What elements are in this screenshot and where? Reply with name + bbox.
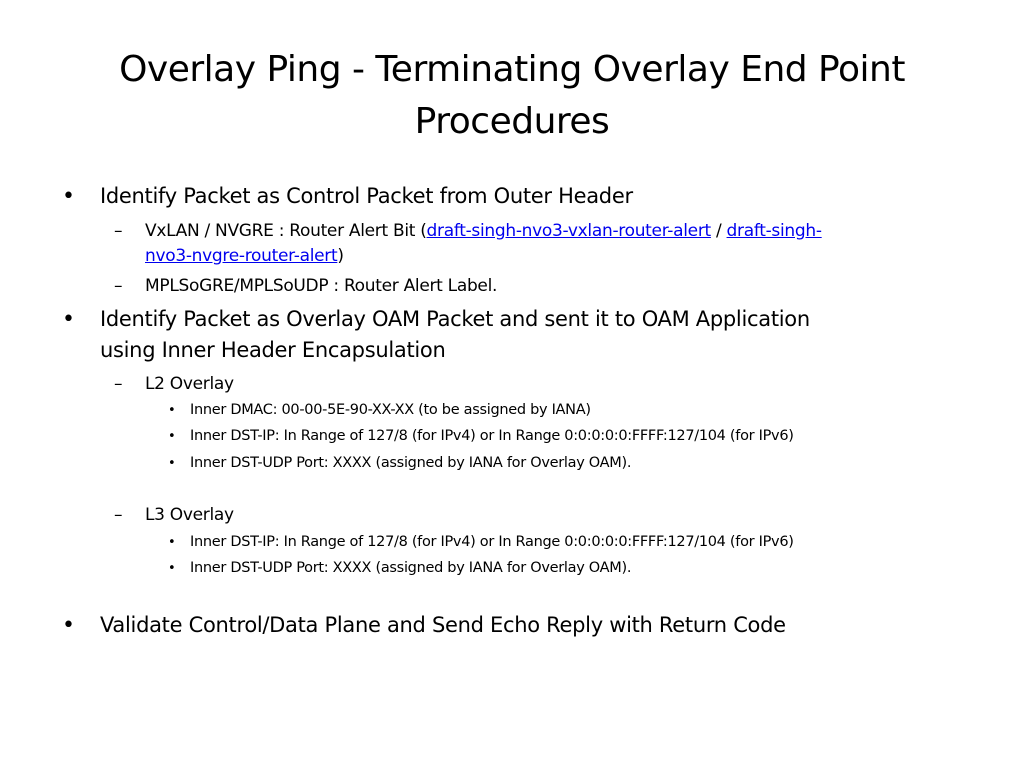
bullet-marker: • bbox=[62, 307, 75, 332]
sub-bullet-marker: – bbox=[114, 374, 123, 394]
sub-sub-bullet-marker: • bbox=[168, 561, 176, 576]
l3-inner-dst-ip: Inner DST-IP: In Range of 127/8 (for IPv4) or In Range 0:0:0:0:0:FFFF:127/104 (for IPv6) bbox=[190, 534, 794, 550]
l2-inner-dmac: Inner DMAC: 00-00-5E-90-XX-XX (to be assigned by IANA) bbox=[190, 402, 591, 418]
sub-bullet-mpls: MPLSoGRE/MPLSoUDP : Router Alert Label. bbox=[145, 276, 498, 296]
link-nvgre-router-alert-draft-part2[interactable]: nvo3-nvgre-router-alert bbox=[145, 246, 338, 266]
sub-bullet-l3-overlay: L3 Overlay bbox=[145, 505, 234, 525]
bullet-marker: • bbox=[62, 184, 75, 209]
sub-bullet-vxlan-nvgre-continued bbox=[145, 246, 344, 266]
sub-bullet-l2-overlay: L2 Overlay bbox=[145, 374, 234, 394]
sub-sub-bullet-marker: • bbox=[168, 403, 176, 418]
bullet-identify-oam-packet-line-2: using Inner Header Encapsulation bbox=[100, 338, 446, 362]
bullet-marker: • bbox=[62, 613, 75, 638]
bullet-validate-and-reply: Validate Control/Data Plane and Send Echo Reply with Return Code bbox=[100, 613, 786, 637]
bullet-identify-oam-packet-line-1: Identify Packet as Overlay OAM Packet and sent it to OAM Application bbox=[100, 307, 810, 331]
sub-bullet-marker: – bbox=[114, 505, 123, 525]
l3-inner-dst-udp-port: Inner DST-UDP Port: XXXX (assigned by IANA for Overlay OAM). bbox=[190, 560, 632, 576]
slide-title-line-2: Procedures bbox=[414, 101, 610, 142]
slide-title-line-1: Overlay Ping - Terminating Overlay End Point bbox=[119, 49, 905, 90]
sub-sub-bullet-marker: • bbox=[168, 535, 176, 550]
sub-bullet-vxlan-prefix: VxLAN / NVGRE : Router Alert Bit ( bbox=[145, 221, 427, 241]
sub-bullet-vxlan-nvgre bbox=[145, 221, 822, 241]
sub-sub-bullet-marker: • bbox=[168, 429, 176, 444]
link-nvgre-router-alert-draft-part1[interactable]: draft-singh- bbox=[726, 221, 822, 241]
sub-sub-bullet-marker: • bbox=[168, 456, 176, 471]
sub-bullet-vxlan-suffix: ) bbox=[337, 246, 344, 266]
l2-inner-dst-udp-port: Inner DST-UDP Port: XXXX (assigned by IANA for Overlay OAM). bbox=[190, 455, 632, 471]
l2-inner-dst-ip: Inner DST-IP: In Range of 127/8 (for IPv4) or In Range 0:0:0:0:0:FFFF:127/104 (for IPv6) bbox=[190, 428, 794, 444]
sub-bullet-marker: – bbox=[114, 276, 123, 296]
link-vxlan-router-alert-draft[interactable]: draft-singh-nvo3-vxlan-router-alert bbox=[426, 221, 711, 241]
sub-bullet-marker: – bbox=[114, 221, 123, 241]
link-separator: / bbox=[710, 221, 727, 241]
bullet-identify-control-packet: Identify Packet as Control Packet from Outer Header bbox=[100, 184, 633, 208]
